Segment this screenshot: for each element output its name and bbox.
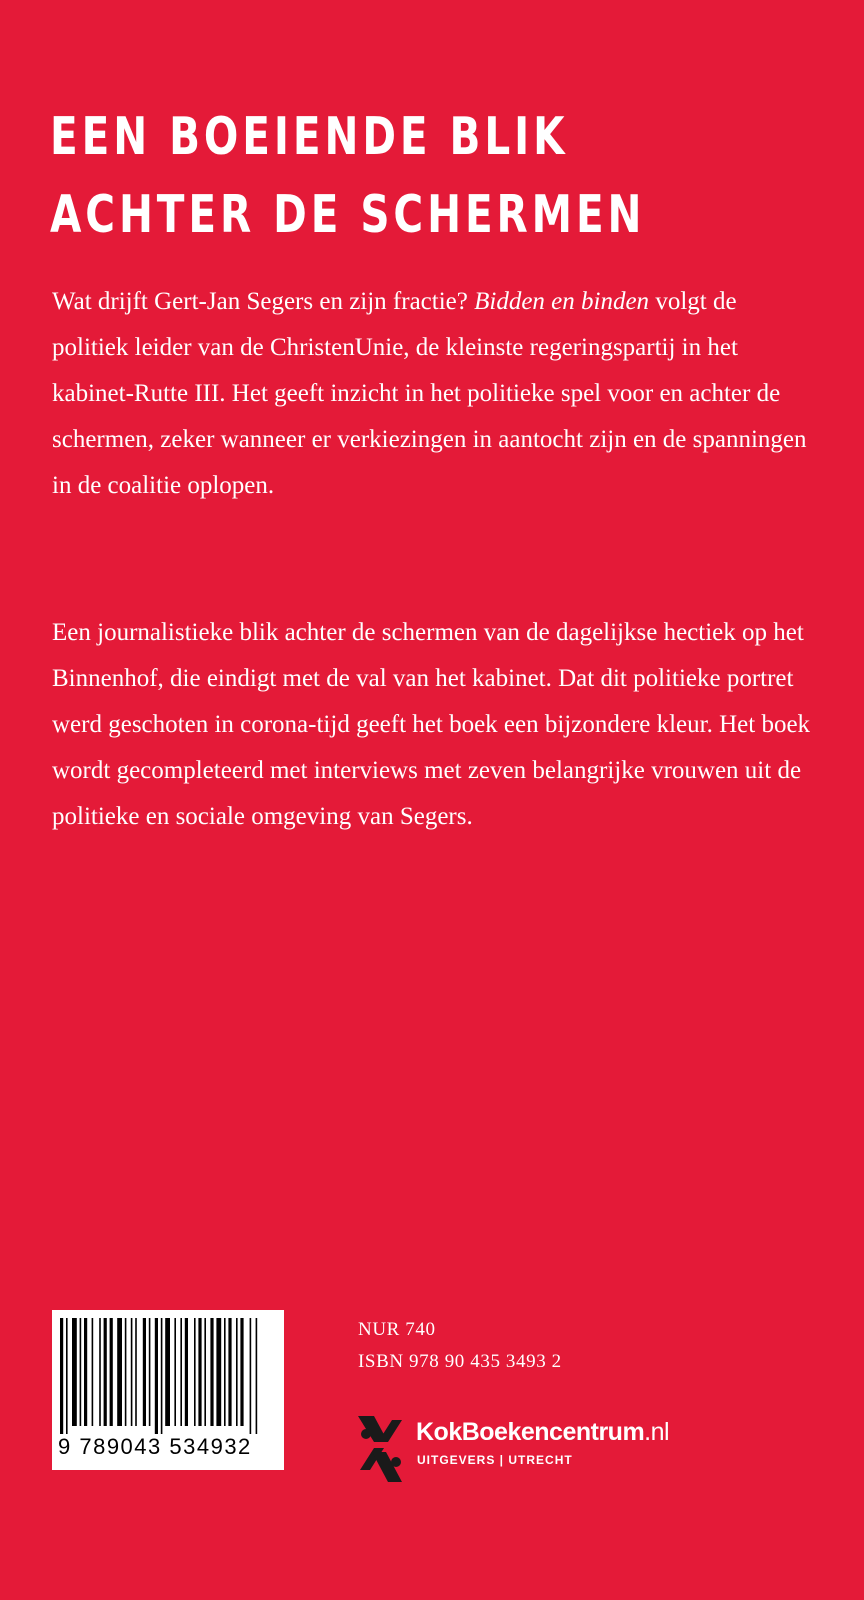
blurb-paragraph-2 bbox=[52, 610, 812, 840]
publisher-name-main: KokBoekencentrum bbox=[416, 1418, 645, 1446]
book-title: Bidden en binden bbox=[474, 288, 650, 315]
headline-line-1: EEN BOEIENDE BLIK bbox=[50, 107, 569, 167]
book-meta bbox=[358, 1314, 562, 1378]
blurb-p2-text: Een journalistieke blik achter de schermen van de dagelijkse hectiek op het Binnenhof, die eindigt met de val van het kabinet. Dat dit politieke portret werd geschoten in corona-tijd geeft het boek een bijzondere kleur. Het boek wordt gecompleteerd met interviews met zeven belangrijke vrouwen uit de politieke en sociale omgeving van Segers. bbox=[52, 619, 811, 830]
publisher-name-tld: .nl bbox=[644, 1418, 670, 1446]
headline bbox=[50, 98, 658, 254]
publisher-logo-icon bbox=[352, 1412, 408, 1488]
blurb-p1-start: Wat drijft Gert-Jan Segers en zijn fractie? bbox=[52, 288, 475, 315]
barcode-icon bbox=[52, 1310, 284, 1436]
publisher-block bbox=[352, 1412, 712, 1492]
publisher-subtitle: UITGEVERS | UTRECHT bbox=[417, 1453, 573, 1467]
publisher-name bbox=[416, 1418, 669, 1447]
headline-line-2: ACHTER DE SCHERMEN bbox=[50, 185, 646, 245]
blurb-paragraph-1 bbox=[52, 279, 812, 509]
blurb-p1-rest: volgt de politiek leider van de ChristenUnie, de kleinste regeringspartij in het kabinet-Rutte III. Het geeft inzicht in het politieke spel voor en achter de schermen, zeker wanneer er verkiezingen in aantocht zijn en de spanningen in de coalitie oplopen. bbox=[52, 288, 807, 499]
nur-code: NUR 740 bbox=[358, 1319, 436, 1340]
barcode-digits: 9 789043 534932 bbox=[58, 1434, 252, 1459]
isbn-code: ISBN 978 90 435 3493 2 bbox=[358, 1351, 562, 1372]
barcode bbox=[52, 1310, 284, 1470]
